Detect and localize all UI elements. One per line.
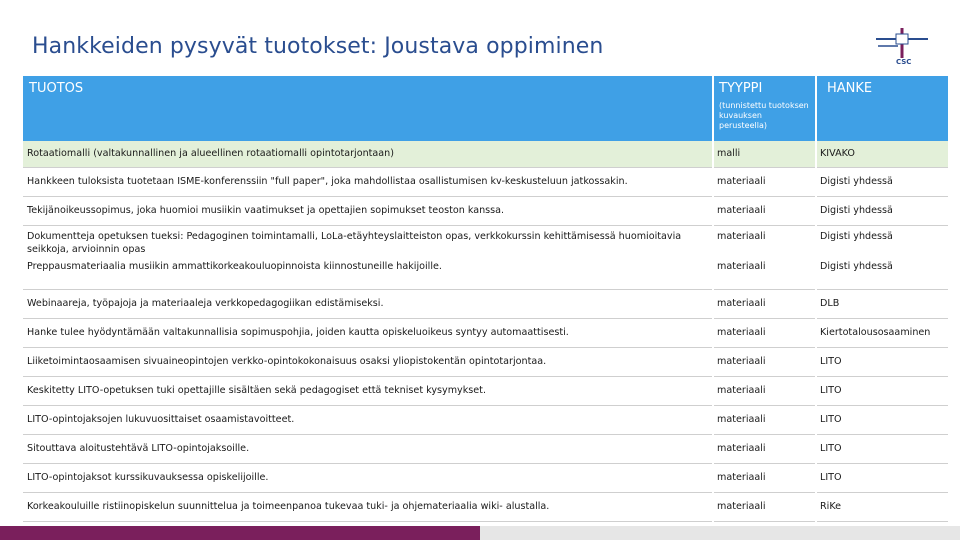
header-project: HANKE	[816, 76, 948, 141]
header-type: TYYPPI (tunnistettu tuotoksen kuvauksen perusteella)	[713, 76, 816, 141]
cell-product: Sitouttava aloitustehtävä LITO-opintojaksoille.	[23, 435, 713, 464]
cell-type: materiaali	[713, 168, 816, 197]
header-product: TUOTOS	[23, 76, 713, 141]
footer-bar-accent	[0, 526, 480, 540]
cell-type: materiaali	[713, 197, 816, 226]
cell-product: Hankkeen tuloksista tuotetaan ISME-konferenssiin "full paper", joka mahdollistaa osallistumisen kv-keskusteluun jatkossakin.	[23, 168, 713, 197]
table-row	[23, 319, 948, 348]
cell-product: Rotaatiomalli (valtakunnallinen ja alueellinen rotaatiomalli opintotarjontaan)	[23, 141, 713, 168]
table-header-row	[23, 76, 948, 141]
cell-project: LITO	[816, 377, 948, 406]
cell-project: LITO	[816, 464, 948, 493]
cell-product-line: Preppausmateriaalia musiikin ammattikorkeakouluopinnoista kiinnostuneille hakijoille.	[27, 260, 442, 272]
cell-product: Tekijänoikeussopimus, joka huomioi musiikin vaatimukset ja opettajien sopimukset teoston kanssa.	[23, 197, 713, 226]
cell-project	[816, 226, 948, 290]
cell-product: Hanke tulee hyödyntämään valtakunnallisia sopimuspohjia, joiden kautta opiskeluoikeus syntyy automaattisesti.	[23, 319, 713, 348]
cell-type: materiaali	[713, 319, 816, 348]
cell-type: materiaali	[713, 406, 816, 435]
table-row	[23, 168, 948, 197]
cell-type: materiaali	[713, 464, 816, 493]
footer-bar-gray	[480, 526, 960, 540]
table-row	[23, 377, 948, 406]
table-row	[23, 348, 948, 377]
cell-product: LITO-opintojaksojen lukuvuosittaiset osaamistavoitteet.	[23, 406, 713, 435]
cell-type: materiaali	[713, 348, 816, 377]
cell-project: RiKe	[816, 493, 948, 522]
cell-type-line: materiaali	[717, 261, 766, 273]
cell-project: Kiertotalousosaaminen	[816, 319, 948, 348]
cell-product-line: Dokumentteja opetuksen tueksi: Pedagoginen toimintamalli, LoLa-etäyhteyslaitteiston opas, verkkokurssin kehittämisessä huomioitavia seikkoja, arvioinnin opas	[27, 231, 682, 256]
table-row	[23, 141, 948, 168]
cell-type: materiaali	[713, 435, 816, 464]
cell-project: Digisti yhdessä	[816, 197, 948, 226]
table-row	[23, 493, 948, 522]
cell-type: materiaali	[713, 493, 816, 522]
footer-bar	[0, 526, 960, 540]
cell-product: LITO-opintojaksot kurssikuvauksessa opiskelijoille.	[23, 464, 713, 493]
cell-product	[23, 226, 713, 290]
cell-project: LITO	[816, 435, 948, 464]
cell-project: Digisti yhdessä	[816, 168, 948, 197]
cell-project-line: Digisti yhdessä	[820, 261, 893, 273]
cell-type: materiaali	[713, 377, 816, 406]
page-title: Hankkeiden pysyvät tuotokset: Joustava oppiminen	[32, 34, 604, 59]
cross-logo-icon	[872, 24, 932, 68]
cell-product: Webinaareja, työpajoja ja materiaaleja verkkopedagogiikan edistämiseksi.	[23, 290, 713, 319]
table-row	[23, 290, 948, 319]
cell-project: DLB	[816, 290, 948, 319]
cell-project-line: Digisti yhdessä	[820, 231, 893, 242]
cell-project: LITO	[816, 406, 948, 435]
table-row	[23, 226, 948, 290]
cell-type: materiaali	[713, 290, 816, 319]
table-row	[23, 435, 948, 464]
cell-project: KIVAKO	[816, 141, 948, 168]
cell-type: malli	[713, 141, 816, 168]
cell-type	[713, 226, 816, 290]
cell-product: Korkeakouluille ristiinopiskelun suunnittelua ja toimeenpanoa tukevaa tuki- ja ohjemateriaalia wiki- alustalla.	[23, 493, 713, 522]
cell-product: Liiketoimintaosaamisen sivuaineopintojen verkko-opintokokonaisuus osaksi yliopistokentän opintotarjontaa.	[23, 348, 713, 377]
header-type-note: (tunnistettu tuotoksen kuvauksen perusteella)	[719, 101, 809, 130]
cell-type-line: materiaali	[717, 231, 766, 242]
cell-product: Keskitetty LITO-opetuksen tuki opettajille sisältäen sekä pedagogiset että tekniset kysymykset.	[23, 377, 713, 406]
logo-text: CSC	[896, 58, 912, 66]
cell-project: LITO	[816, 348, 948, 377]
table-row	[23, 406, 948, 435]
table-row	[23, 197, 948, 226]
table-row	[23, 464, 948, 493]
products-table	[23, 76, 948, 522]
